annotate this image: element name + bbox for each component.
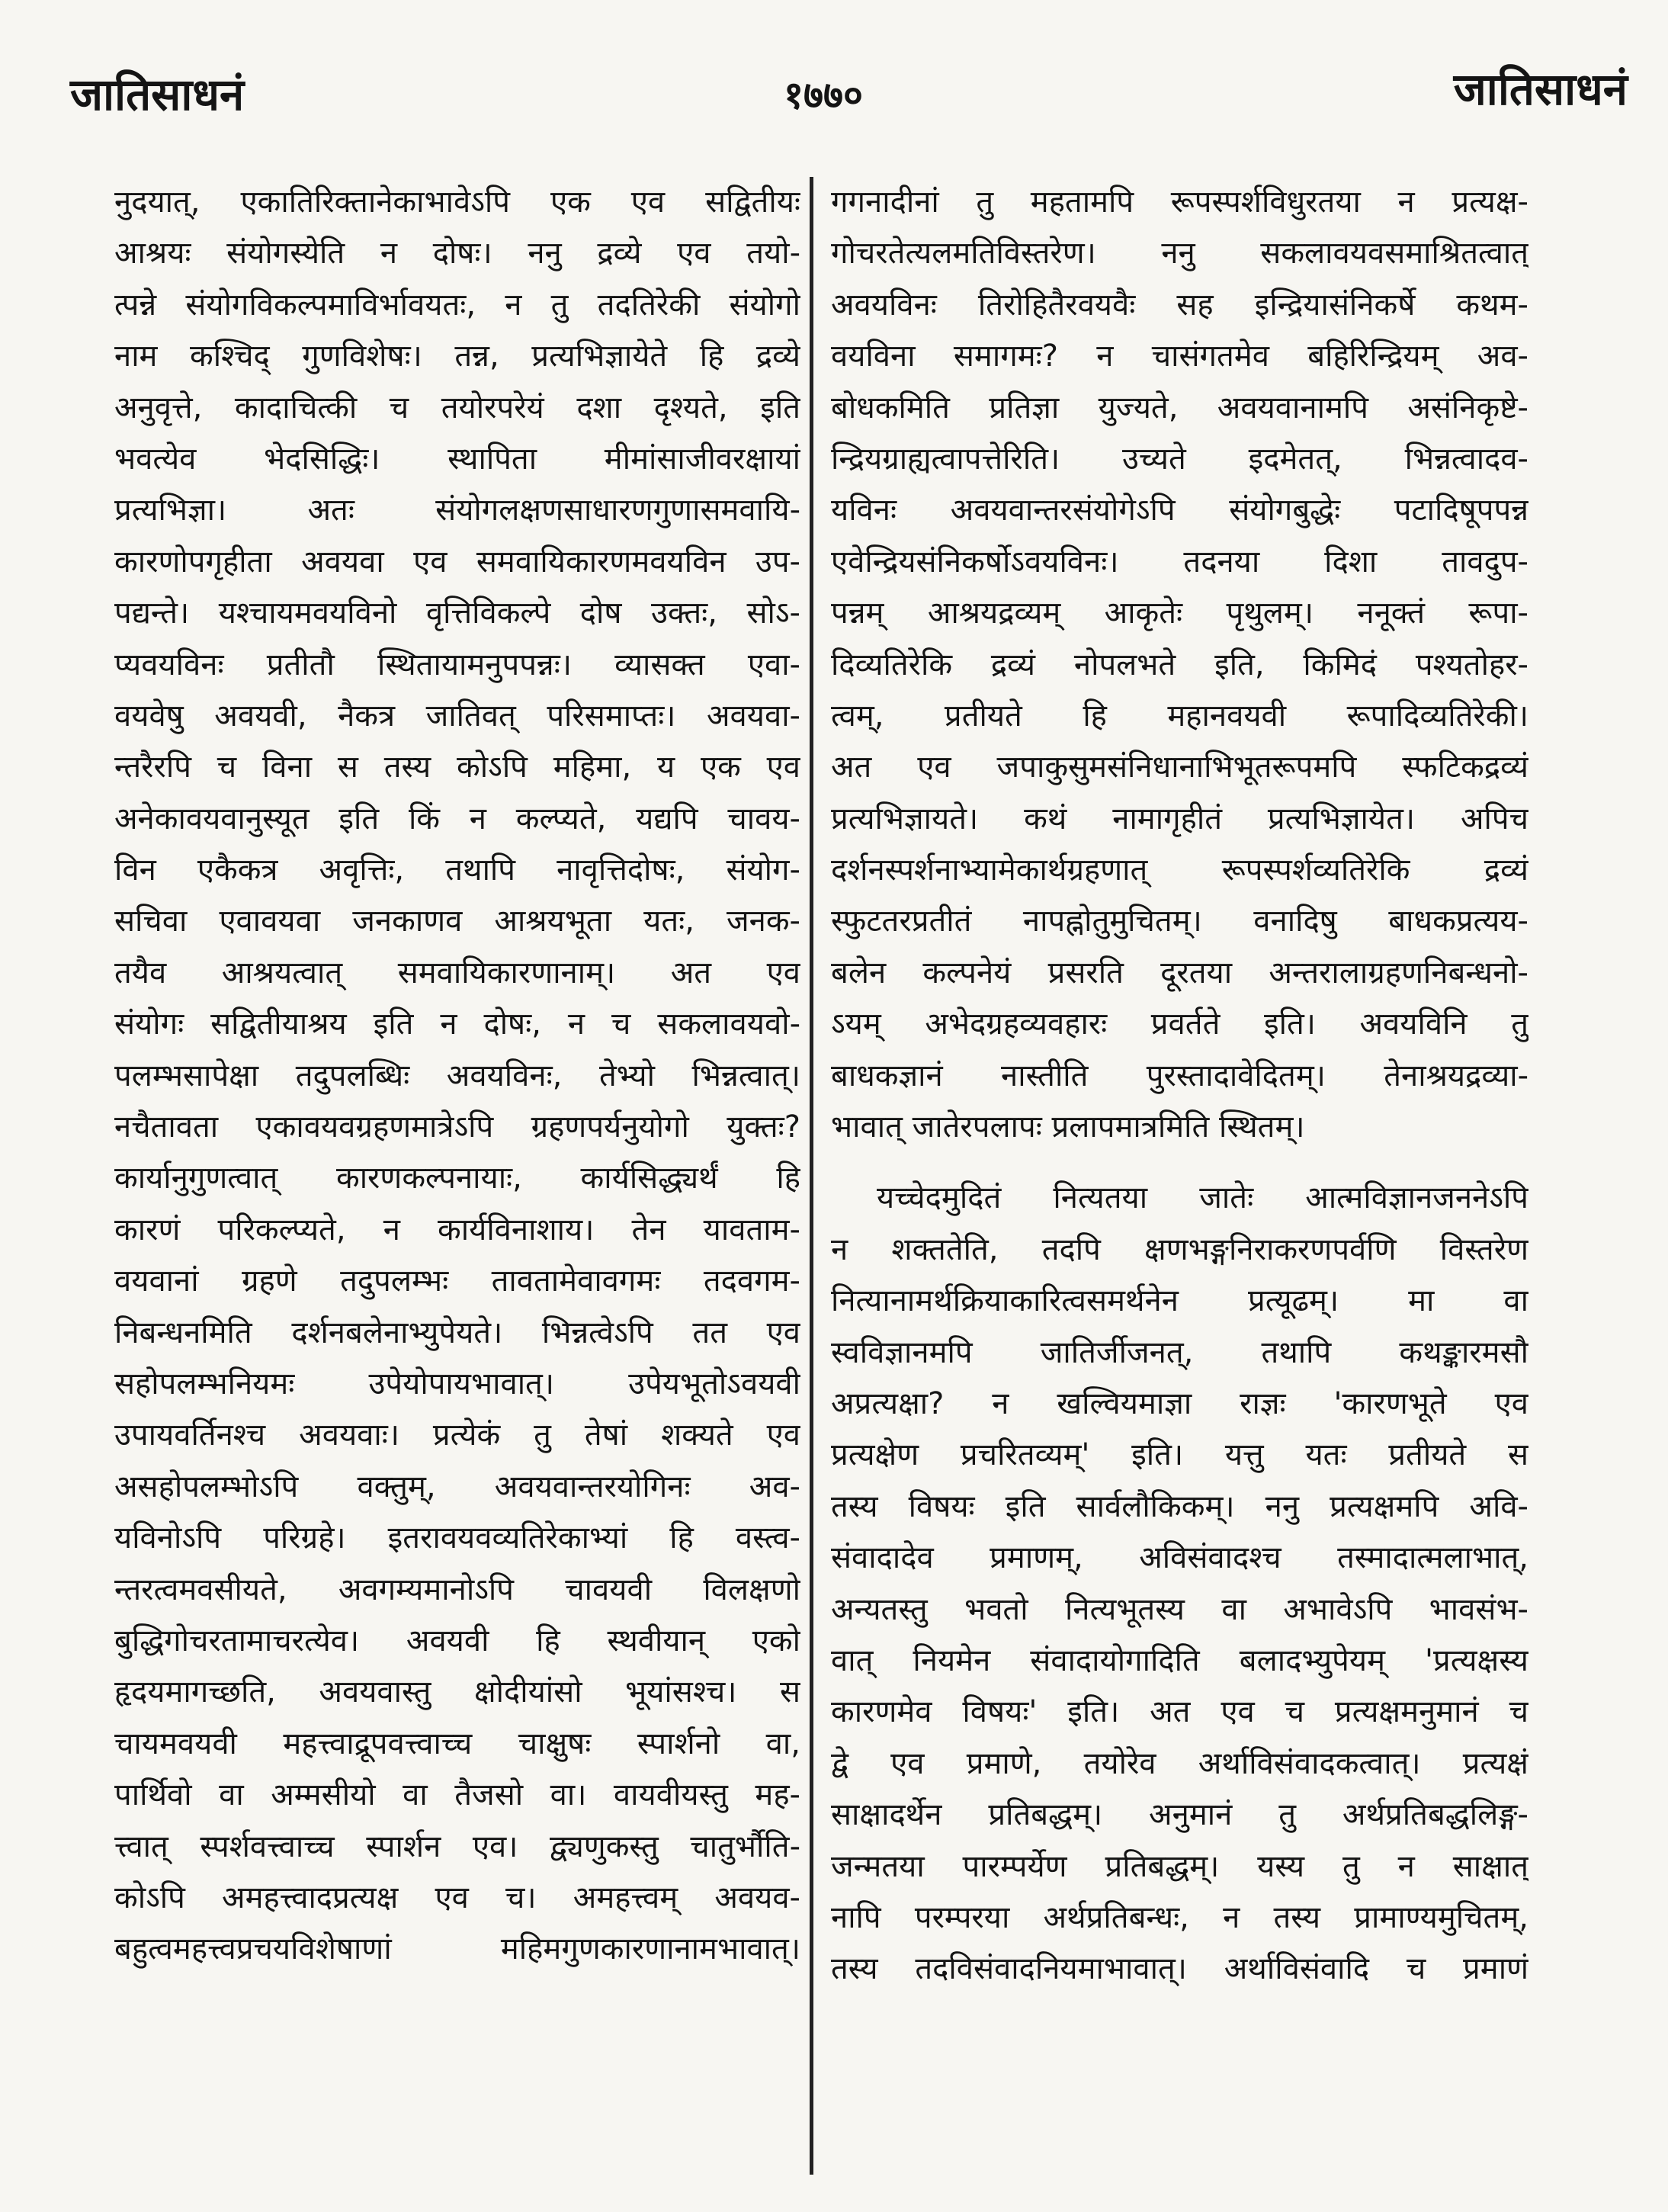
text-line: सचिवा एवावयवा जनकाणव आश्रयभूता यतः, जनक- [114, 904, 800, 939]
text-line: दिव्यतिरेकि द्रव्यं नोपलभते इति, किमिदं पश्यतोहर- [831, 647, 1528, 682]
text-line: न्द्रियग्राह्यत्वापत्तेरिति। उच्यते इदमेतत्, भिन्नत्वादव- [831, 441, 1528, 477]
text-line: पन्नम् आश्रयद्रव्यम् आकृतेः पृथुलम्। ननूक्तं रूपा- [831, 596, 1528, 631]
text-line: त्त्वात् स्पर्शवत्त्वाच्च स्पार्शन एव। द्व्यणुकस्तु चातुर्भौति- [114, 1828, 800, 1864]
text-line: तयैव आश्रयत्वात् समवायिकारणानाम्। अत एव [114, 955, 800, 990]
text-line: कारणोपगृहीता अवयवा एव समवायिकारणमवयविन उप- [114, 544, 800, 579]
text-line: द्वे एव प्रमाणे, तयोरेव अर्थाविसंवादकत्वात्। प्रत्यक्षं [831, 1745, 1528, 1781]
text-line: पद्यन्ते। यश्चायमवयविनो वृत्तिविकल्पे दोष उक्तः, सोऽ- [114, 596, 800, 631]
text-line: बोधकमिति प्रतिज्ञा युज्यते, अवयवानामपि असंनिकृष्टे- [831, 390, 1528, 425]
text-line: प्रत्यक्षेण प्रचरितव्यम्' इति। यत्तु यतः प्रतीयते स [831, 1437, 1528, 1473]
text-line: कोऽपि अमहत्त्वादप्रत्यक्ष एव च। अमहत्त्वम् अवयव- [114, 1880, 800, 1915]
text-line: चायमवयवी महत्त्वाद्रूपवत्त्वाच्च चाक्षुषः स्पार्शनो वा, [114, 1726, 800, 1761]
text-line: न्तरत्वमवसीयते, अवगम्यमानोऽपि चावयवी विलक्षणो [114, 1572, 800, 1607]
text-line: त्पन्ने संयोगविकल्पमाविर्भावयतः, न तु तदतिरेकी संयोगो [114, 287, 800, 323]
text-line: प्रत्यभिज्ञा। अतः संयोगलक्षणसाधारणगुणासमवायि- [114, 493, 800, 528]
text-line: कारणमेव विषयः' इति। अत एव च प्रत्यक्षमनुमानं च [831, 1694, 1528, 1730]
text-line: प्रत्यभिज्ञायते। कथं नामागृहीतं प्रत्यभिज्ञायेत। अपिच [831, 801, 1528, 836]
text-line: बहुत्वमहत्त्वप्रचयविशेषाणां महिमगुणकारणानामभावात्। [114, 1931, 800, 1967]
text-line: पार्थिवो वा अम्मसीयो वा तैजसो वा। वायवीयस्तु मह- [114, 1777, 800, 1813]
text-line: अवयविनः तिरोहितैरवयवैः सह इन्द्रियासंनिकर्षे कथम- [831, 287, 1528, 323]
text-line: भवत्येव भेदसिद्धिः। स्थापिता मीमांसाजीवरक्षायां [114, 441, 800, 477]
text-line: गगनादीनां तु महतामपि रूपस्पर्शविधुरतया न प्रत्यक्ष- [831, 185, 1528, 220]
text-line: बलेन कल्पनेयं प्रसरति दूरतया अन्तरालाग्रहणनिबन्धनो- [831, 955, 1528, 990]
text-line: यविनः अवयवान्तरसंयोगेऽपि संयोगबुद्धेः पटादिषूपपन्न [831, 493, 1528, 528]
text-line: कारणं परिकल्प्यते, न कार्यविनाशाय। तेन यावताम- [114, 1212, 800, 1247]
page-header [0, 0, 1668, 160]
text-line: विन एकैकत्र अवृत्तिः, तथापि नावृत्तिदोषः, संयोग- [114, 852, 800, 888]
text-line: सहोपलम्भनियमः उपेयोपायभावात्। उपेयभूतोऽवयवी [114, 1366, 800, 1401]
text-line: गोचरतेत्यलमतिविस्तरेण। ननु सकलावयवसमाश्रितत्वात् [831, 236, 1528, 271]
text-line: निबन्धनमिति दर्शनबलेनाभ्युपेयते। भिन्नत्वेऽपि तत एव [114, 1315, 800, 1350]
text-line: संयोगः सद्वितीयाश्रय इति न दोषः, न च सकलावयवो- [114, 1006, 800, 1042]
text-line: वयवानां ग्रहणे तदुपलम्भः तावतामेवावगमः तदवगम- [114, 1263, 800, 1299]
text-line: उपायवर्तिनश्च अवयवाः। प्रत्येकं तु तेषां शक्यते एव [114, 1417, 800, 1453]
text-line: साक्षादर्थेन प्रतिबद्धम्। अनुमानं तु अर्थप्रतिबद्धलिङ्ग- [831, 1797, 1528, 1833]
text-line: प्यवयविनः प्रतीतौ स्थितायामनुपपन्नः। व्यासक्त एवा- [114, 647, 800, 682]
column-divider [810, 177, 813, 2175]
text-line: अनेकावयवानुस्यूत इति किं न कल्प्यते, यद्यपि चावय- [114, 801, 800, 836]
text-line: वयविना समागमः? न चासंगतमेव बहिरिन्द्रियम् अव- [831, 339, 1528, 374]
text-line: तस्य तदविसंवादनियमाभावात्। अर्थाविसंवादि च प्रमाणं [831, 1951, 1528, 1987]
text-line: स्वविज्ञानमपि जातिर्जीजनत्, तथापि कथङ्कारमसौ [831, 1334, 1528, 1370]
text-line: नापि परम्परया अर्थप्रतिबन्धः, न तस्य प्रामाण्यमुचितम्, [831, 1899, 1528, 1935]
text-line: वयवेषु अवयवी, नैकत्र जातिवत् परिसमाप्तः। अवयवा- [114, 698, 800, 734]
text-line: भावात् जातेरपलापः प्रलापमात्रमिति स्थितम्। [831, 1109, 1305, 1145]
running-title-left: जातिसाधनं [70, 69, 245, 120]
text-line: नाम कश्चिद् गुणविशेषः। तन्न, प्रत्यभिज्ञायेते हि द्रव्ये [114, 339, 800, 374]
text-line: नुदयात्, एकातिरिक्तानेकाभावेऽपि एक एव सद्वितीयः [114, 185, 800, 220]
text-line: न्तरैरपि च विना स तस्य कोऽपि महिमा, य एक एव [114, 750, 800, 785]
text-line: पलम्भसापेक्षा तदुपलब्धिः अवयविनः, तेभ्यो भिन्नत्वात्। [114, 1058, 800, 1093]
paragraph-gap [831, 1153, 1528, 1173]
text-line: बाधकज्ञानं नास्तीति पुरस्तादावेदितम्। तेनाश्रयद्रव्या- [831, 1058, 1528, 1093]
text-line: जन्मतया पारम्पर्येण प्रतिबद्धम्। यस्य तु न साक्षात् [831, 1848, 1528, 1884]
text-line: ऽयम् अभेदग्रहव्यवहारः प्रवर्तते इति। अवयविनि तु [831, 1006, 1528, 1042]
text-line: असहोपलम्भोऽपि वक्तुम्, अवयवान्तरयोगिनः अव- [114, 1469, 800, 1504]
text-line: अत एव जपाकुसुमसंनिधानाभिभूतरूपमपि स्फटिकद्रव्यं [831, 750, 1528, 785]
text-line: स्फुटतरप्रतीतं नापह्नोतुमुचितम्। वनादिषु बाधकप्रत्यय- [831, 904, 1528, 939]
text-line: कार्यानुगुणत्वात् कारणकल्पनायाः, कार्यसिद्ध्यर्थं हि [114, 1161, 800, 1196]
page-number: १७७० [784, 73, 863, 117]
text-line: संवादादेव प्रमाणम्, अविसंवादश्च तस्मादात्मलाभात्, [831, 1540, 1528, 1576]
left-text-column [114, 177, 800, 1976]
text-line: दर्शनस्पर्शनाभ्यामेकार्थग्रहणात् रूपस्पर्शव्यतिरेकि द्रव्यं [831, 852, 1528, 888]
text-line: एवेन्द्रियसंनिकर्षोऽवयविनः। तदनया दिशा तावदुप- [831, 544, 1528, 579]
text-line: यच्चेदमुदितं नित्यतया जातेः आत्मविज्ञानजननेऽपि [877, 1180, 1528, 1216]
text-line: अप्रत्यक्षा? न खल्वियमाज्ञा राज्ञः 'कारणभूते एव [831, 1385, 1528, 1421]
text-line: बुद्धिगोचरतामाचरत्येव। अवयवी हि स्थवीयान् एको [114, 1623, 800, 1658]
text-line: तस्य विषयः इति सार्वलौकिकम्। ननु प्रत्यक्षमपि अवि- [831, 1488, 1528, 1524]
text-line: आश्रयः संयोगस्येति न दोषः। ननु द्रव्ये एव तयो- [114, 236, 800, 271]
text-line: त्वम्, प्रतीयते हि महानवयवी रूपादिव्यतिरेकी। [831, 698, 1528, 734]
text-line: न शक्ततेति, तदपि क्षणभङ्गनिराकरणपर्वणि विस्तरेण [831, 1231, 1528, 1267]
text-line: नित्यानामर्थक्रियाकारित्वसमर्थनेन प्रत्यूढम्। मा वा [831, 1283, 1528, 1319]
text-line: अनुवृत्ते, कादाचित्की च तयोरपरेयं दशा दृश्यते, इति [114, 390, 800, 425]
text-line: यविनोऽपि परिग्रहे। इतरावयवव्यतिरेकाभ्यां हि वस्त्व- [114, 1520, 800, 1556]
text-line: नचैतावता एकावयवग्रहणमात्रेऽपि ग्रहणपर्यनुयोगो युक्तः? [114, 1109, 800, 1145]
text-line: हृदयमागच्छति, अवयवास्तु क्षोदीयांसो भूयांसश्च। स [114, 1674, 800, 1710]
running-title-right: जातिसाधनं [1453, 63, 1628, 115]
text-line: वात् नियमेन संवादायोगादिति बलादभ्युपेयम् 'प्रत्यक्षस्य [831, 1642, 1528, 1678]
right-text-column [831, 177, 1528, 1995]
text-line: अन्यतस्तु भवतो नित्यभूतस्य वा अभावेऽपि भावसंभ- [831, 1591, 1528, 1627]
